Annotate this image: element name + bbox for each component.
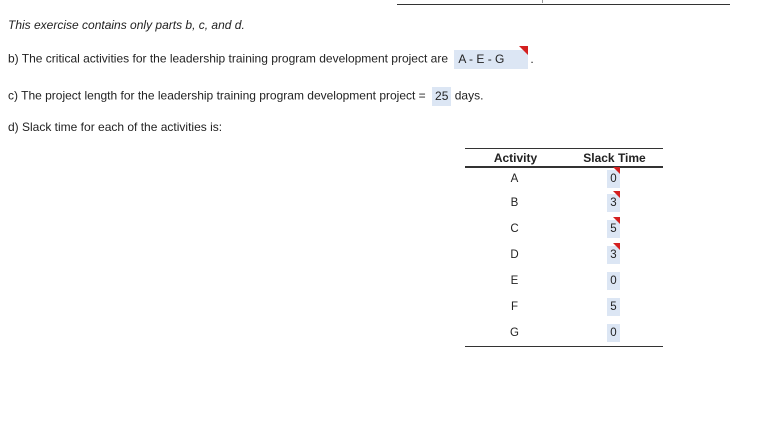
slack-time-value: 0 — [610, 173, 617, 185]
project-length-value: 25 — [435, 89, 449, 103]
slack-time-input[interactable] — [607, 170, 620, 188]
slack-time-value: 0 — [610, 275, 617, 287]
question-c-suffix: days. — [454, 88, 484, 103]
slack-time-input[interactable] — [607, 220, 620, 238]
slack-time-value: 3 — [610, 249, 617, 261]
slack-time-input[interactable] — [607, 246, 620, 264]
question-c-text: c) The project length for the leadership training program development project = — [8, 88, 426, 103]
activity-cell: F — [510, 301, 519, 313]
activity-cell: C — [510, 223, 519, 235]
incorrect-flag-icon — [613, 167, 620, 174]
slack-time-value: 5 — [610, 223, 617, 235]
slack-time-cell — [564, 167, 663, 190]
slack-time-value: 3 — [610, 197, 617, 209]
table-row — [465, 242, 663, 268]
top-divider — [397, 4, 730, 5]
incorrect-flag-icon — [613, 243, 620, 250]
slack-time-cell — [564, 216, 663, 242]
slack-time-value: 0 — [610, 327, 617, 339]
question-c — [8, 87, 483, 106]
slack-time-input[interactable] — [607, 298, 620, 316]
table-row — [465, 167, 663, 190]
table-row — [465, 268, 663, 294]
table-row — [465, 216, 663, 242]
question-b — [8, 50, 534, 69]
critical-activities-answer[interactable] — [454, 50, 528, 69]
activity-cell: E — [510, 275, 519, 287]
slack-time-cell — [564, 320, 663, 347]
activity-cell: D — [510, 249, 519, 261]
slack-time-input[interactable] — [607, 324, 620, 342]
slack-time-cell — [564, 242, 663, 268]
table-row — [465, 320, 663, 347]
slack-time-table — [465, 148, 663, 347]
activity-column-header: Activity — [465, 149, 564, 168]
incorrect-flag-icon — [613, 217, 620, 224]
critical-activities-value: A - E - G — [458, 52, 505, 66]
slack-time-input[interactable] — [607, 272, 620, 290]
exercise-intro: This exercise contains only parts b, c, and d. — [8, 18, 245, 32]
activity-cell: B — [510, 197, 519, 209]
slack-time-cell — [564, 190, 663, 216]
question-d: d) Slack time for each of the activities is: — [8, 120, 223, 134]
question-b-suffix: . — [530, 51, 534, 66]
top-divider-tick — [542, 0, 543, 3]
question-b-text: b) The critical activities for the leadership training program development project are — [8, 51, 448, 66]
table-row — [465, 294, 663, 320]
slack-time-input[interactable] — [607, 194, 620, 212]
incorrect-flag-icon — [613, 191, 620, 198]
table-row — [465, 190, 663, 216]
table-header-row — [465, 149, 663, 168]
slack-time-cell — [564, 294, 663, 320]
slack-time-value: 5 — [610, 301, 617, 313]
project-length-answer[interactable] — [432, 87, 451, 106]
slack-time-cell — [564, 268, 663, 294]
activity-cell: G — [510, 327, 519, 339]
incorrect-flag-icon — [519, 46, 528, 55]
slack-time-column-header: Slack Time — [564, 149, 663, 168]
activity-cell: A — [510, 173, 519, 185]
